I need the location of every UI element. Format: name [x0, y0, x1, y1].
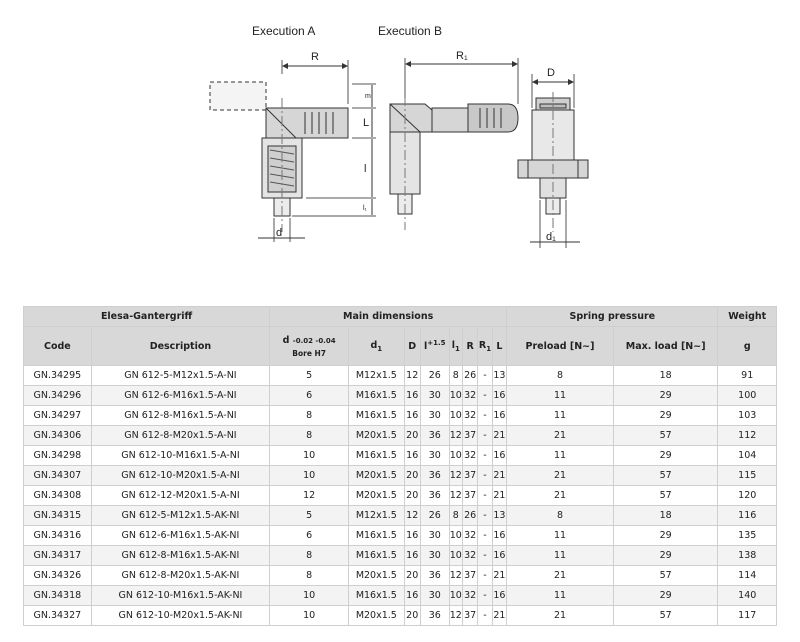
execution-a-label: Execution A [252, 24, 316, 38]
d-header-bore: Bore H7 [292, 348, 327, 358]
table-row [24, 546, 777, 566]
preload-cell: 21 [507, 466, 614, 486]
description-cell: GN 612-6-M16x1.5-A-NI [91, 386, 269, 406]
r1-cell: - [478, 466, 492, 486]
code-cell: GN.34315 [24, 506, 92, 526]
r-cell: 32 [462, 386, 477, 406]
preload-cell: 11 [507, 406, 614, 426]
l-cell: 26 [420, 506, 449, 526]
d1-cell: M16x1.5 [349, 586, 404, 606]
l1-cell: 12 [449, 426, 462, 446]
table-row [24, 606, 777, 626]
description-cell: GN 612-6-M16x1.5-AK-NI [91, 526, 269, 546]
preload-cell: 21 [507, 426, 614, 446]
d1-cell: M16x1.5 [349, 546, 404, 566]
d-cell: 10 [270, 466, 349, 486]
description-cell: GN 612-5-M12x1.5-AK-NI [91, 506, 269, 526]
dimension-big-d-label: D [547, 67, 555, 79]
weight-unit-column-header: g [718, 327, 777, 366]
code-cell: GN.34295 [24, 366, 92, 386]
l-cell: 36 [420, 486, 449, 506]
preload-cell: 11 [507, 446, 614, 466]
d-cell: 8 [270, 406, 349, 426]
table-row [24, 586, 777, 606]
r-cell: 37 [462, 466, 477, 486]
table-row [24, 466, 777, 486]
weight-cell: 135 [718, 526, 777, 546]
weight-cell: 114 [718, 566, 777, 586]
d-cell: 10 [270, 586, 349, 606]
l1-header-sub: 1 [455, 344, 460, 353]
max-load-cell: 29 [613, 386, 718, 406]
r1-column-header [478, 327, 492, 366]
big-l-cell: 16 [492, 546, 506, 566]
table-row [24, 386, 777, 406]
table-row [24, 506, 777, 526]
table-row [24, 486, 777, 506]
big-l-cell: 16 [492, 406, 506, 426]
big-d-cell: 16 [404, 526, 420, 546]
big-l-cell: 21 [492, 426, 506, 446]
code-cell: GN.34306 [24, 426, 92, 446]
r1-cell: - [478, 386, 492, 406]
l-cell: 30 [420, 526, 449, 546]
l-header-tolerance: +1.5 [427, 339, 446, 348]
r-cell: 37 [462, 486, 477, 506]
l-cell: 36 [420, 606, 449, 626]
d-cell: 10 [270, 446, 349, 466]
weight-cell: 103 [718, 406, 777, 426]
code-column-header: Code [24, 327, 92, 366]
d1-cell: M12x1.5 [349, 506, 404, 526]
r-cell: 32 [462, 446, 477, 466]
code-cell: GN.34317 [24, 546, 92, 566]
l-cell: 30 [420, 586, 449, 606]
big-l-cell: 21 [492, 606, 506, 626]
d1-cell: M16x1.5 [349, 446, 404, 466]
max-load-cell: 57 [613, 486, 718, 506]
max-load-cell: 57 [613, 566, 718, 586]
l1-cell: 10 [449, 526, 462, 546]
r-cell: 26 [462, 506, 477, 526]
side-view-drawing [518, 74, 588, 248]
l-cell: 26 [420, 366, 449, 386]
big-d-cell: 16 [404, 446, 420, 466]
big-l-column-header: L [492, 327, 506, 366]
spring-pressure-group-header: Spring pressure [507, 307, 718, 327]
r1-header-symbol: R [478, 339, 487, 351]
l1-cell: 8 [449, 366, 462, 386]
execution-b-drawing [390, 58, 518, 230]
column-header-row [24, 327, 777, 366]
r-cell: 32 [462, 406, 477, 426]
table-row [24, 426, 777, 446]
main-dimensions-group-header: Main dimensions [270, 307, 507, 327]
big-d-cell: 20 [404, 466, 420, 486]
l1-cell: 10 [449, 446, 462, 466]
big-l-cell: 16 [492, 446, 506, 466]
big-d-column-header: D [404, 327, 420, 366]
preload-cell: 11 [507, 586, 614, 606]
weight-cell: 140 [718, 586, 777, 606]
code-cell: GN.34296 [24, 386, 92, 406]
spec-table [23, 306, 777, 626]
r-cell: 37 [462, 566, 477, 586]
big-l-cell: 21 [492, 566, 506, 586]
big-d-cell: 20 [404, 566, 420, 586]
description-cell: GN 612-8-M20x1.5-A-NI [91, 426, 269, 446]
r1-cell: - [478, 406, 492, 426]
table-row [24, 446, 777, 466]
l1-cell: 12 [449, 466, 462, 486]
description-cell: GN 612-10-M16x1.5-A-NI [91, 446, 269, 466]
d1-cell: M20x1.5 [349, 606, 404, 626]
d1-cell: M20x1.5 [349, 486, 404, 506]
code-cell: GN.34327 [24, 606, 92, 626]
big-l-cell: 13 [492, 366, 506, 386]
d-header-tolerance: -0.02 -0.04 [292, 336, 336, 345]
weight-cell: 112 [718, 426, 777, 446]
execution-b-label: Execution B [378, 24, 443, 38]
l-column-header [420, 327, 449, 366]
l-cell: 36 [420, 566, 449, 586]
big-d-cell: 20 [404, 486, 420, 506]
description-cell: GN 612-10-M20x1.5-AK-NI [91, 606, 269, 626]
big-l-cell: 16 [492, 526, 506, 546]
d1-cell: M12x1.5 [349, 366, 404, 386]
big-d-cell: 16 [404, 546, 420, 566]
weight-cell: 91 [718, 366, 777, 386]
l-cell: 36 [420, 426, 449, 446]
weight-cell: 117 [718, 606, 777, 626]
big-l-cell: 16 [492, 386, 506, 406]
big-l-cell: 13 [492, 506, 506, 526]
d-cell: 5 [270, 366, 349, 386]
spec-table-body [24, 366, 777, 626]
big-d-cell: 16 [404, 406, 420, 426]
r-cell: 32 [462, 526, 477, 546]
l-cell: 36 [420, 466, 449, 486]
d1-column-header [349, 327, 404, 366]
r1-header-sub: 1 [486, 344, 492, 353]
preload-cell: 21 [507, 566, 614, 586]
l1-cell: 10 [449, 406, 462, 426]
r1-cell: - [478, 506, 492, 526]
l1-cell: 12 [449, 566, 462, 586]
d-cell: 6 [270, 526, 349, 546]
r1-cell: - [478, 546, 492, 566]
table-row [24, 526, 777, 546]
table-row [24, 406, 777, 426]
preload-cell: 21 [507, 486, 614, 506]
d1-cell: M16x1.5 [349, 386, 404, 406]
execution-a-drawing [210, 60, 376, 242]
description-cell: GN 612-8-M16x1.5-AK-NI [91, 546, 269, 566]
preload-cell: 21 [507, 606, 614, 626]
l1-cell: 12 [449, 606, 462, 626]
max-load-cell: 57 [613, 606, 718, 626]
r1-cell: - [478, 446, 492, 466]
weight-cell: 100 [718, 386, 777, 406]
l1-cell: 8 [449, 506, 462, 526]
d-cell: 8 [270, 566, 349, 586]
r1-cell: - [478, 606, 492, 626]
r1-cell: - [478, 366, 492, 386]
dimension-r-label: R [311, 51, 319, 63]
code-cell: GN.34326 [24, 566, 92, 586]
max-load-cell: 18 [613, 366, 718, 386]
weight-cell: 120 [718, 486, 777, 506]
weight-cell: 138 [718, 546, 777, 566]
code-cell: GN.34308 [24, 486, 92, 506]
r-column-header: R [462, 327, 477, 366]
preload-cell: 8 [507, 366, 614, 386]
r1-cell: - [478, 426, 492, 446]
d-cell: 10 [270, 606, 349, 626]
big-d-cell: 12 [404, 506, 420, 526]
d1-cell: M16x1.5 [349, 406, 404, 426]
d-header-symbol: d [282, 334, 290, 346]
code-cell: GN.34316 [24, 526, 92, 546]
dimension-l-upper-label: L [363, 117, 370, 129]
preload-column-header: Preload [N~] [507, 327, 614, 366]
table-row [24, 366, 777, 386]
d-cell: 8 [270, 546, 349, 566]
big-d-cell: 12 [404, 366, 420, 386]
max-load-cell: 29 [613, 446, 718, 466]
description-column-header: Description [91, 327, 269, 366]
r-cell: 32 [462, 586, 477, 606]
d1-cell: M16x1.5 [349, 526, 404, 546]
l1-cell: 10 [449, 546, 462, 566]
big-d-cell: 16 [404, 586, 420, 606]
d1-header-symbol: d [370, 339, 378, 351]
l1-cell: 10 [449, 386, 462, 406]
description-cell: GN 612-8-M16x1.5-A-NI [91, 406, 269, 426]
r1-cell: - [478, 526, 492, 546]
weight-cell: 104 [718, 446, 777, 466]
weight-group-header: Weight [718, 307, 777, 327]
r1-cell: - [478, 586, 492, 606]
dimension-d-label: d [276, 227, 283, 239]
r1-cell: - [478, 566, 492, 586]
r-cell: 26 [462, 366, 477, 386]
dimension-r1-label: R₁ [456, 50, 468, 62]
d1-cell: M20x1.5 [349, 426, 404, 446]
dimension-l1-label: l₁ [363, 205, 367, 212]
dimension-l-label: l [364, 163, 367, 175]
l1-header-symbol: l [451, 339, 455, 351]
big-l-cell: 21 [492, 486, 506, 506]
l-cell: 30 [420, 406, 449, 426]
r-cell: 37 [462, 426, 477, 446]
d1-cell: M20x1.5 [349, 566, 404, 586]
d-cell: 12 [270, 486, 349, 506]
d-cell: 8 [270, 426, 349, 446]
max-load-cell: 29 [613, 526, 718, 546]
l1-column-header [449, 327, 462, 366]
preload-cell: 11 [507, 526, 614, 546]
code-cell: GN.34318 [24, 586, 92, 606]
description-cell: GN 612-5-M12x1.5-A-NI [91, 366, 269, 386]
r-cell: 37 [462, 606, 477, 626]
big-d-cell: 20 [404, 606, 420, 626]
l1-cell: 10 [449, 586, 462, 606]
big-d-cell: 16 [404, 386, 420, 406]
l-cell: 30 [420, 386, 449, 406]
big-l-cell: 16 [492, 586, 506, 606]
description-cell: GN 612-10-M16x1.5-AK-NI [91, 586, 269, 606]
big-l-cell: 21 [492, 466, 506, 486]
big-d-cell: 20 [404, 426, 420, 446]
r1-cell: - [478, 486, 492, 506]
description-cell: GN 612-10-M20x1.5-A-NI [91, 466, 269, 486]
preload-cell: 11 [507, 546, 614, 566]
max-load-cell: 57 [613, 426, 718, 446]
table-row [24, 566, 777, 586]
d-cell: 5 [270, 506, 349, 526]
code-cell: GN.34307 [24, 466, 92, 486]
dimension-d1-label: d₁ [546, 231, 556, 243]
preload-cell: 8 [507, 506, 614, 526]
max-load-cell: 29 [613, 406, 718, 426]
technical-drawing [0, 0, 800, 300]
l1-cell: 12 [449, 486, 462, 506]
max-load-cell: 18 [613, 506, 718, 526]
l-cell: 30 [420, 546, 449, 566]
max-load-column-header: Max. load [N~] [613, 327, 718, 366]
d1-header-sub: 1 [377, 344, 383, 353]
d-cell: 6 [270, 386, 349, 406]
dimension-m-label: m [365, 93, 371, 100]
brand-group-header: Elesa-Gantergriff [24, 307, 270, 327]
group-header-row [24, 307, 777, 327]
weight-cell: 115 [718, 466, 777, 486]
max-load-cell: 29 [613, 586, 718, 606]
max-load-cell: 57 [613, 466, 718, 486]
code-cell: GN.34298 [24, 446, 92, 466]
r-cell: 32 [462, 546, 477, 566]
description-cell: GN 612-8-M20x1.5-AK-NI [91, 566, 269, 586]
d1-cell: M20x1.5 [349, 466, 404, 486]
max-load-cell: 29 [613, 546, 718, 566]
l-cell: 30 [420, 446, 449, 466]
code-cell: GN.34297 [24, 406, 92, 426]
weight-cell: 116 [718, 506, 777, 526]
description-cell: GN 612-12-M20x1.5-A-NI [91, 486, 269, 506]
l-header-symbol: l [424, 341, 428, 353]
d-column-header [270, 327, 349, 366]
preload-cell: 11 [507, 386, 614, 406]
